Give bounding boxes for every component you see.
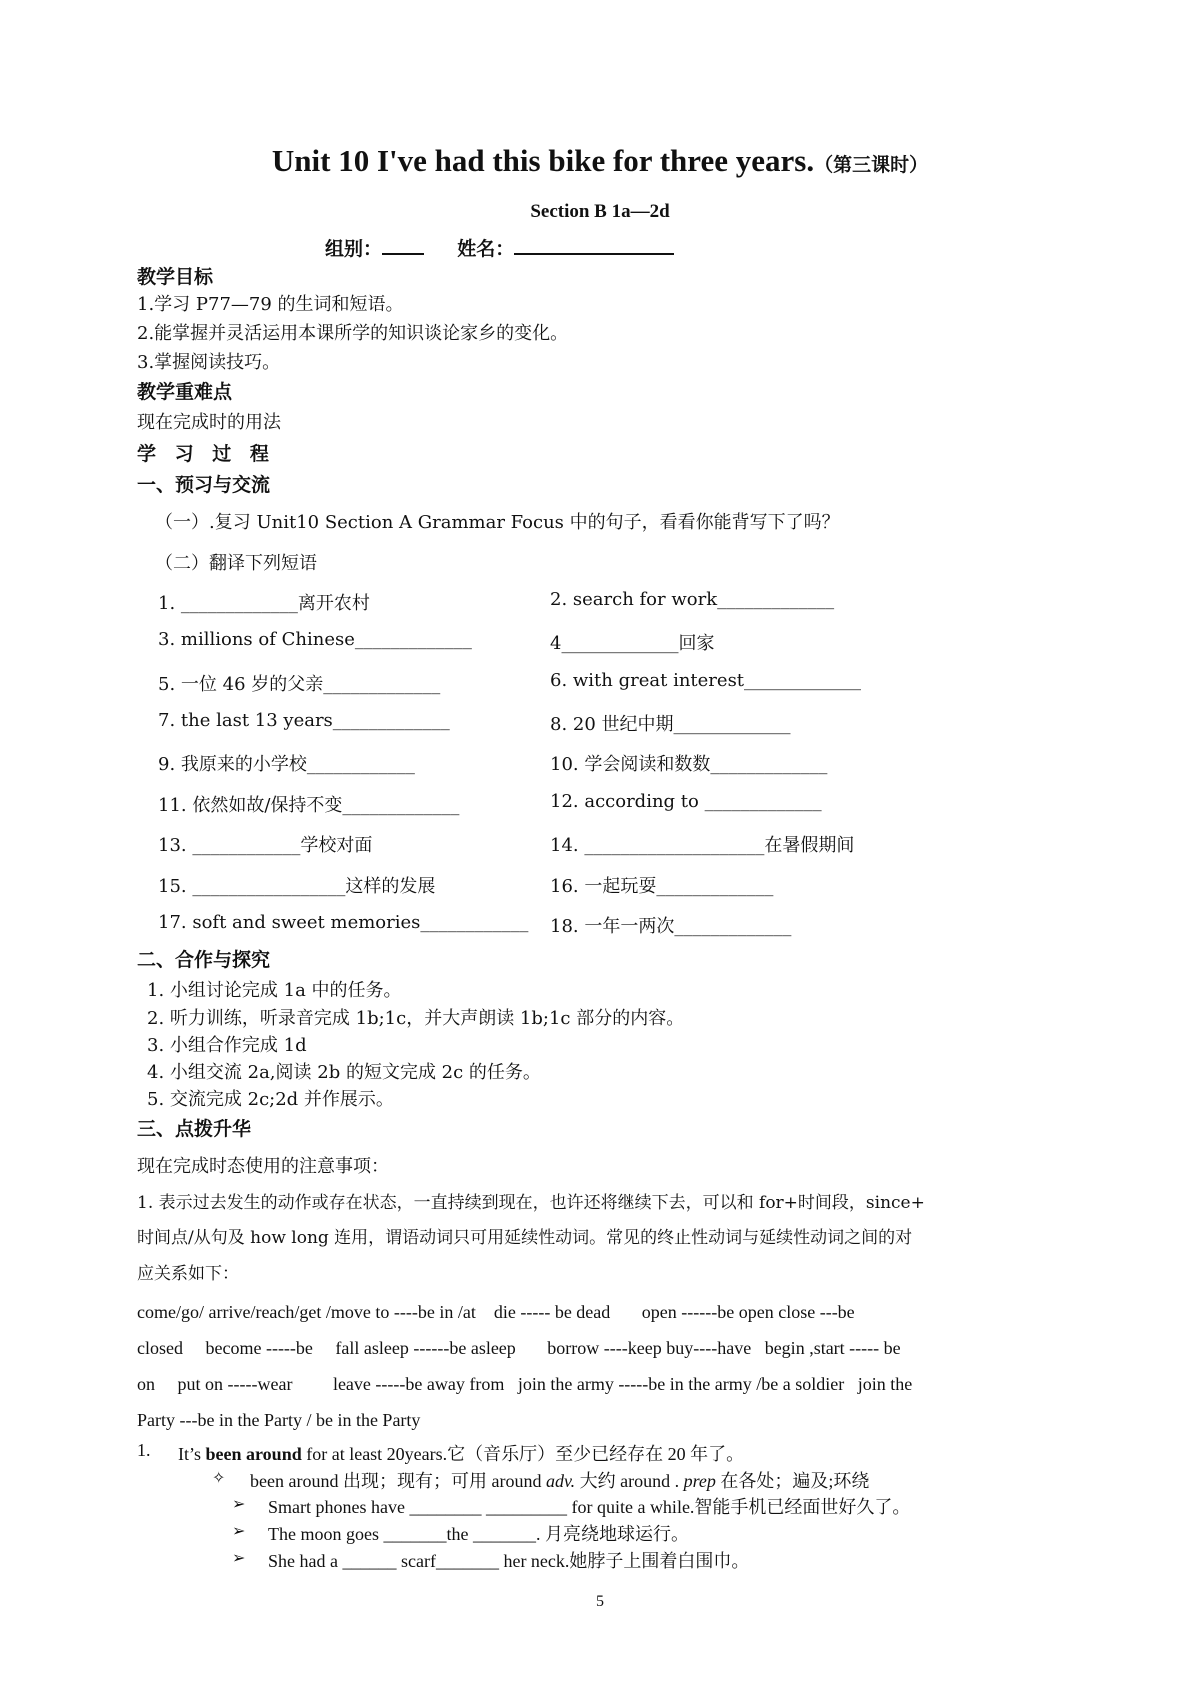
phrase-right: 6. with great interest_____________ [550,670,862,691]
phrase-left: 1. _____________离开农村 [158,593,370,614]
student-info-fields [325,234,674,261]
process-heading: 学 习 过 程 [137,443,275,465]
example-sentence: It’s been around for at least 20years.它（音乐厅）至少已经存在 20 年了。 [178,1444,745,1464]
verb-line: Party ---be in the Party / be in the Party [137,1410,421,1430]
part2-item: 5. 交流完成 2c;2d 并作展示。 [147,1089,394,1110]
note-line: 1. 表示过去发生的动作或存在状态，一直持续到现在，也许还将继续下去，可以和 for+时间段，since+ [137,1193,925,1213]
phrase-right: 18. 一年一两次_____________ [550,916,792,937]
name-blank[interactable] [514,235,674,255]
part2-item: 3. 小组合作完成 1d [147,1035,307,1056]
page-title [0,143,1200,179]
phrase-left: 15. _________________这样的发展 [158,876,436,897]
goal-item: 3.掌握阅读技巧。 [137,352,281,373]
goal-item: 1.学习 P77—79 的生词和短语。 [137,294,404,315]
arrow-bullet-icon: ➢ [232,1521,246,1540]
group-label: 组别： [325,238,383,260]
part2-item: 2. 听力训练，听录音完成 1b;1c，并大声朗读 1b;1c 部分的内容。 [147,1008,685,1029]
group-blank[interactable] [382,235,424,255]
goals-heading: 教学目标 [137,266,214,288]
part2-heading: 二、合作与探究 [137,949,271,971]
diamond-bullet-icon: ✧ [212,1468,226,1487]
phrase-left: 17. soft and sweet memories____________ [158,912,529,933]
phrase-right: 4_____________回家 [550,633,715,654]
exercise-item: The moon goes _______the _______. 月亮绕地球运行。 [268,1524,689,1544]
part1-sub2: （二）翻译下列短语 [155,553,317,574]
phrase-right: 8. 20 世纪中期_____________ [550,714,791,735]
key-points-text: 现在完成时的用法 [137,412,281,433]
phrase-left: 9. 我原来的小学校____________ [158,754,415,775]
goal-item: 2.能掌握并灵活运用本课所学的知识谈论家乡的变化。 [137,323,569,344]
phrase-left: 3. millions of Chinese_____________ [158,629,472,650]
phrase-right: 12. according to _____________ [550,791,822,812]
exercise-item: She had a ______ scarf_______ her neck.她脖子上围着白围巾。 [268,1551,750,1571]
section-subtitle: Section B 1a—2d [530,201,670,222]
part3-heading: 三、点拨升华 [137,1118,252,1140]
page-number: 5 [596,1593,604,1610]
verb-line: come/go/ arrive/reach/get /move to ----be in /at die ----- be dead open ------be open close ---be [137,1302,855,1322]
key-points-heading: 教学重难点 [137,381,233,403]
phrase-left: 13. ____________学校对面 [158,835,373,856]
phrase-right: 10. 学会阅读和数数_____________ [550,754,828,775]
phrase-left: 7. the last 13 years_____________ [158,710,450,731]
verb-line: closed become -----be fall asleep ------be asleep borrow ----keep buy----have begin ,start ----- be [137,1338,901,1358]
arrow-bullet-icon: ➢ [232,1494,246,1513]
arrow-bullet-icon: ➢ [232,1548,246,1567]
title-main: Unit 10 I've had this bike for three years. [271,143,815,178]
phrase-left: 11. 依然如故/保持不变_____________ [158,795,460,816]
part3-intro: 现在完成时态使用的注意事项： [137,1156,389,1177]
phrase-right: 2. search for work_____________ [550,589,835,610]
part1-sub1: （一）.复习 Unit10 Section A Grammar Focus 中的句子，看看你能背写下了吗？ [155,512,840,533]
exercise-item: Smart phones have ________ _________ for quite a while.智能手机已经面世好久了。 [268,1497,911,1517]
part1-heading: 一、预习与交流 [137,474,271,496]
phrase-left: 5. 一位 46 岁的父亲_____________ [158,674,441,695]
verb-line: on put on -----wear leave -----be away from join the army -----be in the army /be a soldier join the [137,1374,913,1394]
phrase-right: 14. ____________________在暑假期间 [550,835,855,856]
example-keyword: been around [205,1444,302,1464]
title-suffix: （第三课时） [814,154,929,176]
phrase-right: 16. 一起玩耍_____________ [550,876,774,897]
note-line: 应关系如下： [137,1264,239,1284]
example-number: 1. [137,1440,151,1460]
note-line: 时间点/从句及 how long 连用，谓语动词只可用延续性动词。常见的终止性动词与延续性动词之间的对 [137,1228,913,1248]
usage-note: been around 出现；现有；可用 around adv. 大约 around . prep 在各处；遍及;环绕 [250,1471,870,1491]
name-label: 姓名： [457,238,515,260]
part2-item: 4. 小组交流 2a,阅读 2b 的短文完成 2c 的任务。 [147,1062,541,1083]
part2-item: 1. 小组讨论完成 1a 中的任务。 [147,980,402,1001]
